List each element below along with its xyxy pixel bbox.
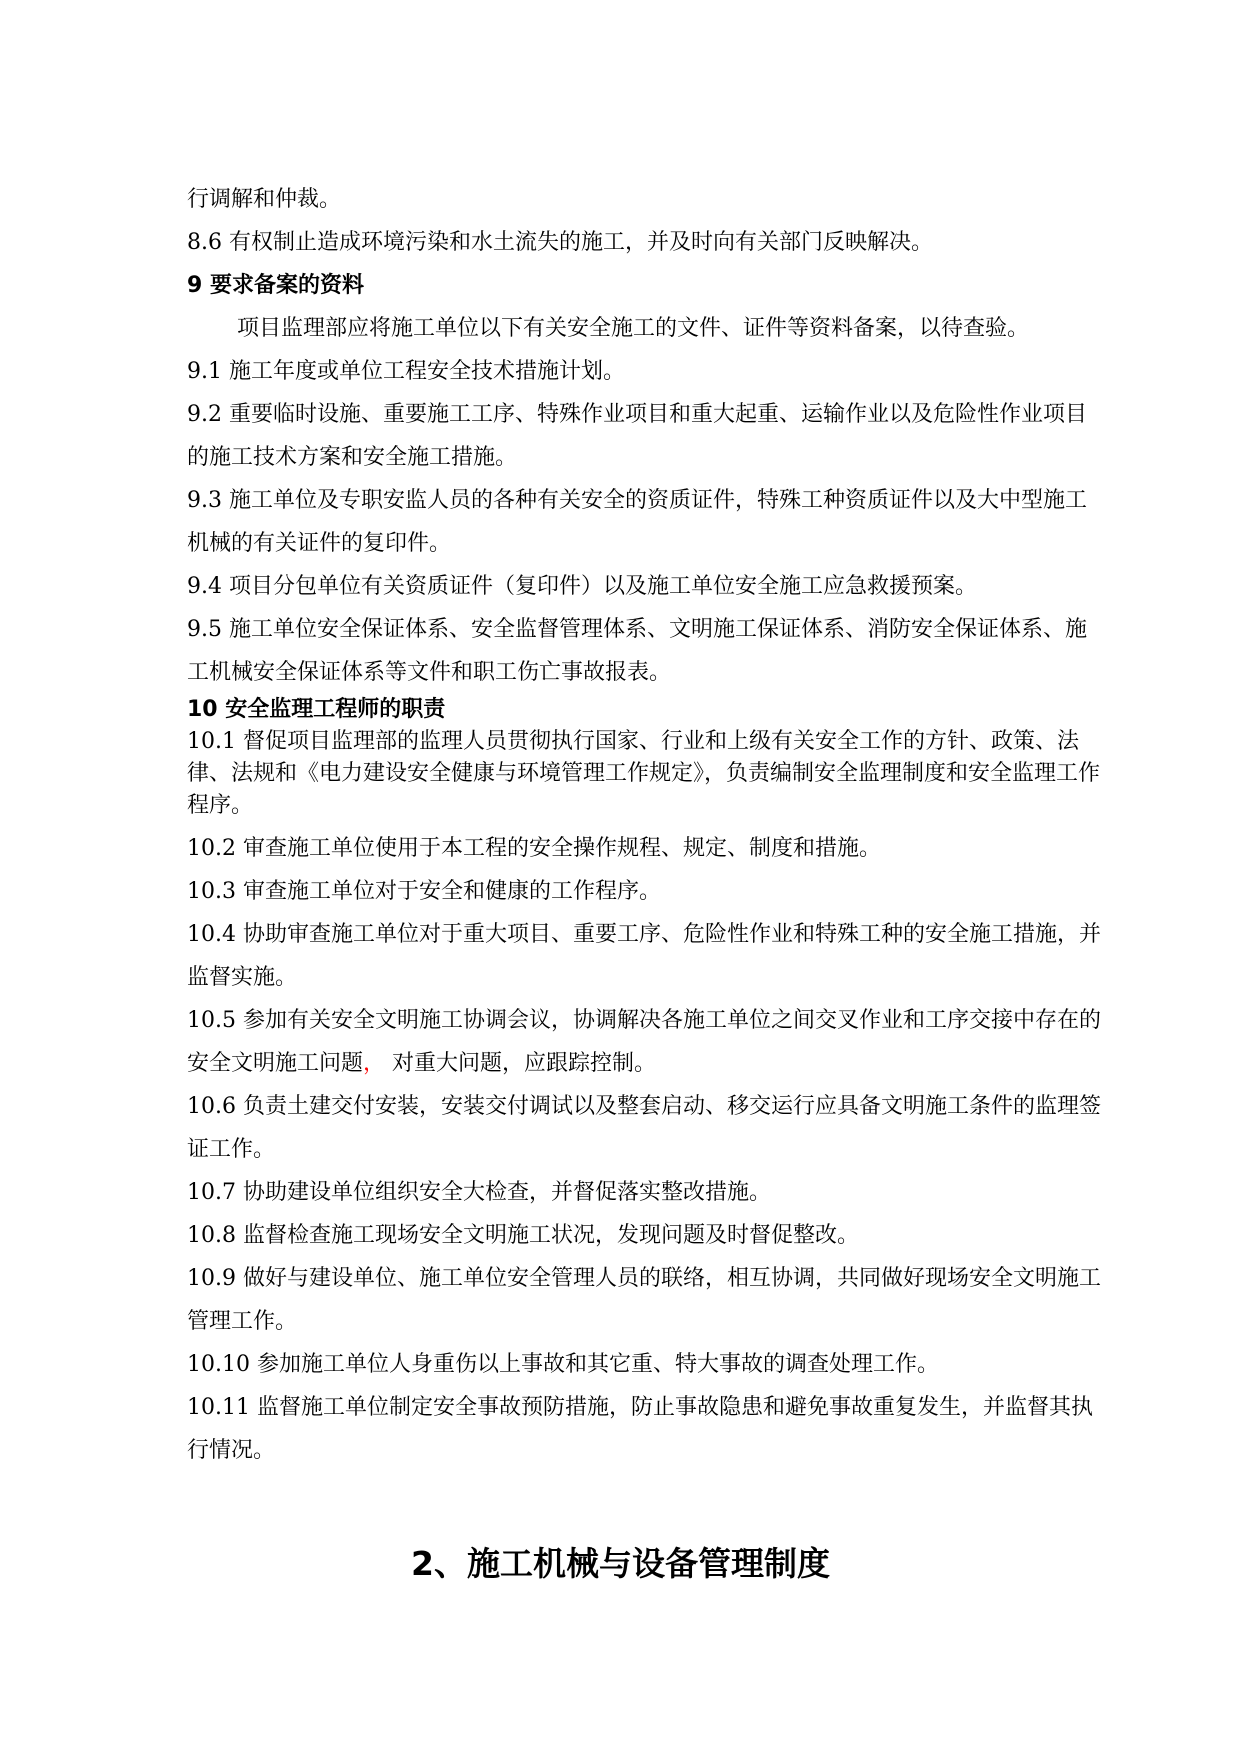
paragraph-9-intro: 项目监理部应将施工单位以下有关安全施工的文件、证件等资料备案，以待查验。 [237, 316, 1030, 341]
paragraph-10-6: 10.6 负责土建交付安装，安装交付调试以及整套启动、移交运行应具备文明施工条件的监理签证工作。 [187, 1094, 1101, 1162]
paragraph-9-5: 9.5 施工单位安全保证体系、安全监督管理体系、文明施工保证体系、消防安全保证体系、施工机械安全保证体系等文件和职工伤亡事故报表。 [187, 617, 1087, 685]
paragraph-8-6: 8.6 有权制止造成环境污染和水土流失的施工，并及时向有关部门反映解决。 [187, 230, 933, 255]
paragraph-9-1: 9.1 施工年度或单位工程安全技术措施计划。 [187, 359, 625, 384]
paragraph-10-9: 10.9 做好与建设单位、施工单位安全管理人员的联络，相互协调，共同做好现场安全文明施工管理工作。 [187, 1266, 1101, 1334]
paragraph-9-2: 9.2 重要临时设施、重要施工工序、特殊作业项目和重大起重、运输作业以及危险性作业项目的施工技术方案和安全施工措施。 [187, 402, 1087, 470]
paragraph-10-5-end: 对重大问题，应跟踪控制。 [385, 1051, 657, 1076]
paragraph-10-10: 10.10 参加施工单位人身重伤以上事故和其它重、特大事故的调查处理工作。 [187, 1352, 939, 1377]
heading-section-9: 9 要求备案的资料 [187, 273, 364, 298]
paragraph-9-3: 9.3 施工单位及专职安监人员的各种有关安全的资质证件，特殊工种资质证件以及大中型施工机械的有关证件的复印件。 [187, 488, 1087, 556]
paragraph-10-11: 10.11 监督施工单位制定安全事故预防措施，防止事故隐患和避免事故重复发生，并监督其执行情况。 [187, 1395, 1093, 1463]
paragraph-10-1: 10.1 督促项目监理部的监理人员贯彻执行国家、行业和上级有关安全工作的方针、政策、法律、法规和《电力建设安全健康与环境管理工作规定》，负责编制安全监理制度和安全监理工作程序。 [187, 729, 1101, 818]
paragraph-10-5-main: 10.5 参加有关安全文明施工协调会议，协调解决各施工单位之间交叉作业和工序交接中存在的安全文明施工问题 [187, 1008, 1101, 1076]
paragraph-10-8: 10.8 监督检查施工现场安全文明施工状况，发现问题及时督促整改。 [187, 1223, 859, 1248]
paragraph-10-3: 10.3 审查施工单位对于安全和健康的工作程序。 [187, 879, 661, 904]
paragraph-10-4: 10.4 协助审查施工单位对于重大项目、重要工序、危险性作业和特殊工种的安全施工措施，并监督实施。 [187, 922, 1101, 990]
heading-section-10: 10 安全监理工程师的职责 [187, 697, 446, 722]
paragraph-10-5 [187, 999, 1107, 1085]
section-title: 2、施工机械与设备管理制度 [411, 1544, 830, 1583]
paragraph-10-2: 10.2 审查施工单位使用于本工程的安全操作规程、规定、制度和措施。 [187, 836, 881, 861]
highlighted-comma: ， [363, 1051, 386, 1076]
paragraph-9-4: 9.4 项目分包单位有关资质证件（复印件）以及施工单位安全施工应急救援预案。 [187, 574, 977, 599]
paragraph-8-5-tail: 行调解和仲裁。 [187, 187, 342, 212]
paragraph-10-7: 10.7 协助建设单位组织安全大检查，并督促落实整改措施。 [187, 1180, 771, 1205]
document-body [187, 178, 1107, 1472]
